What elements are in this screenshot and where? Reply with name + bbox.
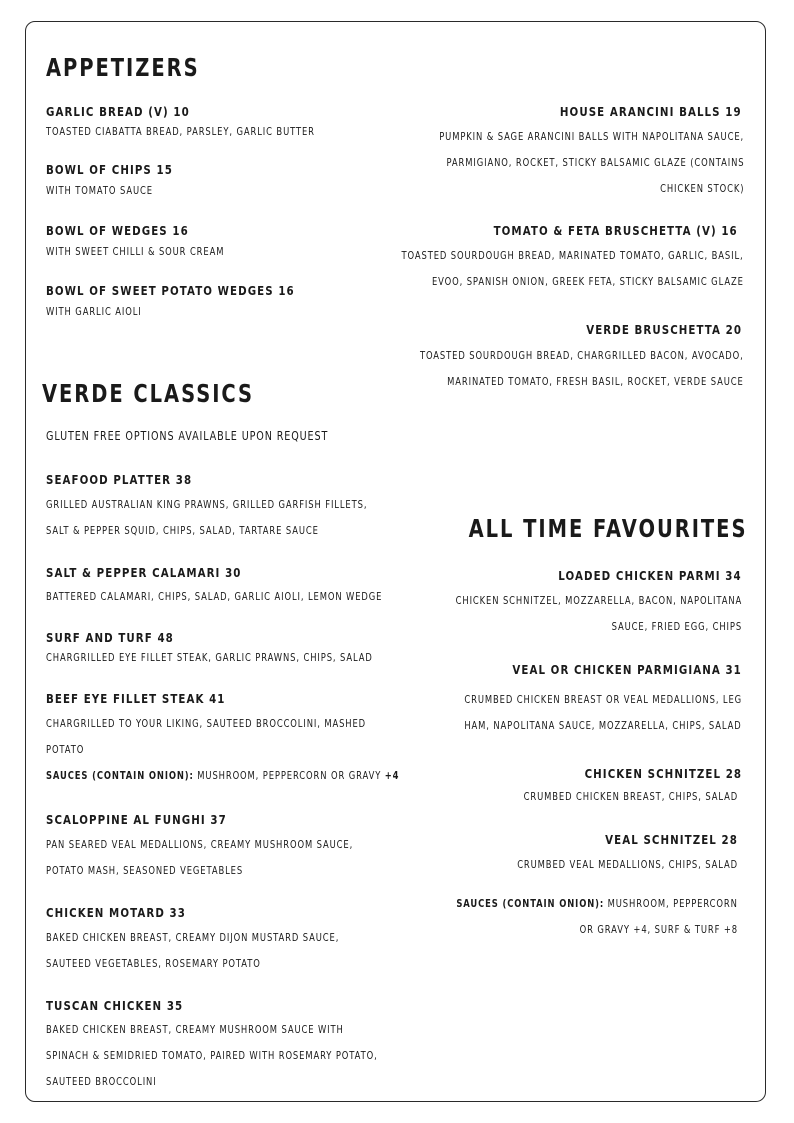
menu-item-desc: GRILLED AUSTRALIAN KING PRAWNS, GRILLED GARFISH FILLETS, xyxy=(46,499,368,511)
menu-item-desc: TOASTED SOURDOUGH BREAD, MARINATED TOMATO, GARLIC, BASIL, xyxy=(401,250,744,262)
menu-item-desc: CRUMBED CHICKEN BREAST OR VEAL MEDALLIONS, LEG xyxy=(464,694,742,706)
menu-item-title: HOUSE ARANCINI BALLS 19 xyxy=(560,104,742,119)
menu-item-desc: TOASTED SOURDOUGH BREAD, CHARGRILLED BACON, AVOCADO, xyxy=(420,350,744,362)
menu-item-desc: WITH GARLIC AIOLI xyxy=(46,306,142,318)
menu-item-desc: SAUTEED VEGETABLES, ROSEMARY POTATO xyxy=(46,958,261,970)
menu-item-desc: WITH SWEET CHILLI & SOUR CREAM xyxy=(46,246,225,258)
menu-item-desc: CRUMBED VEAL MEDALLIONS, CHIPS, SALAD xyxy=(517,859,738,871)
sauce-line: OR GRAVY +4, SURF & TURF +8 xyxy=(579,924,738,936)
menu-item-desc: CHICKEN STOCK) xyxy=(659,183,744,195)
menu-item-desc: BAKED CHICKEN BREAST, CREAMY MUSHROOM SAUCE WITH xyxy=(46,1024,344,1036)
menu-item-desc: PUMPKIN & SAGE ARANCINI BALLS WITH NAPOLITANA SAUCE, xyxy=(439,131,744,143)
menu-item-title: BOWL OF WEDGES 16 xyxy=(46,223,189,238)
gluten-free-note: GLUTEN FREE OPTIONS AVAILABLE UPON REQUEST xyxy=(46,429,329,443)
menu-item-title: LOADED CHICKEN PARMI 34 xyxy=(558,568,742,583)
menu-item-title: VEAL SCHNITZEL 28 xyxy=(605,832,738,847)
menu-item-desc: POTATO xyxy=(46,744,85,756)
favourites-heading: ALL TIME FAVOURITES xyxy=(468,514,747,543)
menu-item-title: SALT & PEPPER CALAMARI 30 xyxy=(46,565,242,580)
menu-item-title: VERDE BRUSCHETTA 20 xyxy=(586,322,742,337)
menu-item-title: CHICKEN MOTARD 33 xyxy=(46,905,186,920)
menu-item-title: BEEF EYE FILLET STEAK 41 xyxy=(46,691,226,706)
sauce-text: MUSHROOM, PEPPERCORN xyxy=(604,898,738,910)
menu-item-desc: WITH TOMATO SAUCE xyxy=(46,185,153,197)
sauce-label: SAUCES (CONTAIN ONION): xyxy=(46,770,194,782)
menu-item-title: CHICKEN SCHNITZEL 28 xyxy=(584,766,742,781)
menu-item-desc: EVOO, SPANISH ONION, GREEK FETA, STICKY BALSAMIC GLAZE xyxy=(432,276,744,288)
menu-item-title: TUSCAN CHICKEN 35 xyxy=(46,998,184,1013)
menu-item-desc: SPINACH & SEMIDRIED TOMATO, PAIRED WITH ROSEMARY POTATO, xyxy=(46,1050,378,1062)
menu-item-title: VEAL OR CHICKEN PARMIGIANA 31 xyxy=(512,662,742,677)
menu-item-desc: BATTERED CALAMARI, CHIPS, SALAD, GARLIC AIOLI, LEMON WEDGE xyxy=(46,591,383,603)
menu-item-desc: MARINATED TOMATO, FRESH BASIL, ROCKET, VERDE SAUCE xyxy=(447,376,744,388)
menu-item-desc: CHARGRILLED EYE FILLET STEAK, GARLIC PRAWNS, CHIPS, SALAD xyxy=(46,652,373,664)
menu-item-title: SURF AND TURF 48 xyxy=(46,630,174,645)
menu-item-title: BOWL OF CHIPS 15 xyxy=(46,162,173,177)
menu-item-title: GARLIC BREAD (V) 10 xyxy=(46,104,190,119)
menu-item-desc: SAUTEED BROCCOLINI xyxy=(46,1076,157,1088)
sauce-label: SAUCES (CONTAIN ONION): xyxy=(456,898,605,910)
menu-item-desc: CHICKEN SCHNITZEL, MOZZARELLA, BACON, NAPOLITANA xyxy=(455,595,742,607)
menu-item-desc: CRUMBED CHICKEN BREAST, CHIPS, SALAD xyxy=(523,791,738,803)
sauce-line xyxy=(46,770,399,782)
sauce-extra: +4 xyxy=(384,770,400,782)
menu-item-title: SCALOPPINE AL FUNGHI 37 xyxy=(46,812,227,827)
menu-item-desc: PARMIGIANO, ROCKET, STICKY BALSAMIC GLAZE (CONTAINS xyxy=(446,157,744,169)
menu-item-title: SEAFOOD PLATTER 38 xyxy=(46,472,193,487)
menu-item-title: TOMATO & FETA BRUSCHETTA (V) 16 xyxy=(493,223,738,238)
menu-item-desc: SAUCE, FRIED EGG, CHIPS xyxy=(611,621,742,633)
menu-item-desc: HAM, NAPOLITANA SAUCE, MOZZARELLA, CHIPS, SALAD xyxy=(464,720,742,732)
sauce-line xyxy=(457,898,738,910)
menu-item-desc: SALT & PEPPER SQUID, CHIPS, SALAD, TARTARE SAUCE xyxy=(46,525,319,537)
menu-item-title: BOWL OF SWEET POTATO WEDGES 16 xyxy=(46,283,295,298)
classics-heading: VERDE CLASSICS xyxy=(42,379,255,408)
menu-item-desc: TOASTED CIABATTA BREAD, PARSLEY, GARLIC BUTTER xyxy=(46,126,315,138)
menu-item-desc: BAKED CHICKEN BREAST, CREAMY DIJON MUSTARD SAUCE, xyxy=(46,932,340,944)
sauce-text: MUSHROOM, PEPPERCORN OR GRAVY xyxy=(193,770,385,782)
menu-item-desc: POTATO MASH, SEASONED VEGETABLES xyxy=(46,865,244,877)
menu-item-desc: PAN SEARED VEAL MEDALLIONS, CREAMY MUSHROOM SAUCE, xyxy=(46,839,354,851)
menu-item-desc: CHARGRILLED TO YOUR LIKING, SAUTEED BROCCOLINI, MASHED xyxy=(46,718,367,730)
appetizers-heading: APPETIZERS xyxy=(46,53,200,82)
